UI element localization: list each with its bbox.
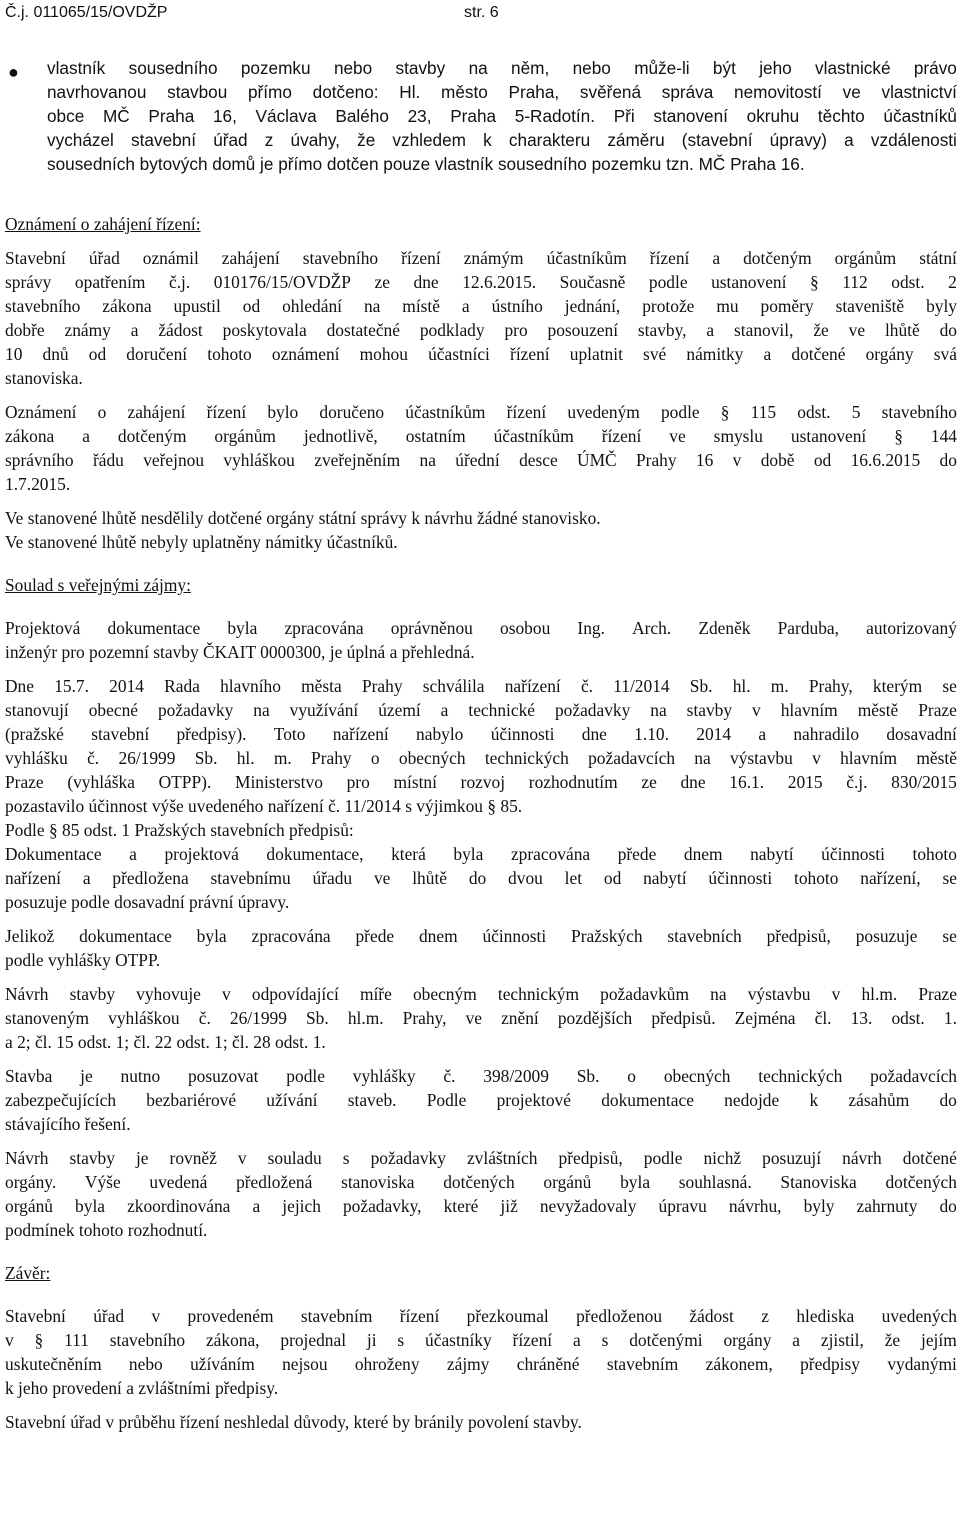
page-number: str. 6 xyxy=(464,4,499,21)
text-line: posuzuje podle dosavadní právní úpravy. xyxy=(5,892,290,912)
document-body xyxy=(5,212,957,1434)
paragraph xyxy=(5,1064,957,1136)
text-line: uskutečněním nebo užíváním nejsou ohroženy zájmy chráněné stavebním zákonem, předpisy vydanými xyxy=(5,1354,957,1374)
text-line: Návrh stavby je rovněž v souladu s požadavky zvláštních předpisů, podle nichž posuzují návrh dotčené xyxy=(5,1148,957,1168)
text-line: stanoviska. xyxy=(5,368,83,388)
paragraph xyxy=(5,674,957,914)
text-line: orgánů byla zkoordinována a jejich požadavky, které již nevyžadovaly úpravu návrhu, byly zahrnuty do xyxy=(5,1196,957,1216)
bullet-icon: ● xyxy=(8,62,19,82)
bullet-item-neighbour-owner xyxy=(5,56,957,176)
paragraph xyxy=(5,982,957,1054)
text-line: Stavba je nutno posuzovat podle vyhlášky č. 398/2009 Sb. o obecných technických požadavcích xyxy=(5,1066,957,1086)
text-line: správního řádu veřejnou vyhláškou zveřejněním na úřední desce ÚMČ Prahy 16 v době od 16.6.2015 do xyxy=(5,450,957,470)
text-line: 1.7.2015. xyxy=(5,474,71,494)
text-line: vlastník sousedního pozemku nebo stavby na něm, nebo může-li být jeho vlastnické právo xyxy=(47,58,957,78)
text-line: Podle § 85 odst. 1 Pražských stavebních předpisů: xyxy=(5,820,354,840)
text-line: stavebního zákona upustil od ohledání na místě a ústního jednání, protože mu poměry staveniště byly xyxy=(5,296,957,316)
text-line: zabezpečujících bezbariérové užívání staveb. Podle projektové dokumentace nedojde k zásahům do xyxy=(5,1090,957,1110)
text-line: Ve stanovené lhůtě nebyly uplatněny námitky účastníků. xyxy=(5,532,398,552)
paragraph xyxy=(5,1410,957,1434)
paragraph xyxy=(5,616,957,664)
section-heading-soulad: Soulad s veřejnými zájmy: xyxy=(5,575,191,595)
text-line: v § 111 stavebního zákona, projednal ji s účastníky řízení a s dotčenými orgány a zjistil, že jejím xyxy=(5,1330,957,1350)
text-line: sousedních bytových domů je přímo dotčen pouze vlastník sousedního pozemku tzn. MČ Praha 16. xyxy=(47,154,805,174)
text-line: správy opatřením č.j. 010176/15/OVDŽP ze dne 12.6.2015. Současně podle ustanovení § 112 odst. 2 xyxy=(5,272,957,292)
text-line: vycházel stavební úřad z úvahy, že vzhledem k charakteru záměru (stavební úpravy) a vzdálenosti xyxy=(47,130,957,150)
section-heading-zaver: Závěr: xyxy=(5,1263,51,1283)
text-line: stávajícího řešení. xyxy=(5,1114,131,1134)
text-line: Praze (vyhláška OTPP). Ministerstvo pro místní rozvoj rozhodnutím ze dne 16.1. 2015 č.j. 830/2015 xyxy=(5,772,957,792)
text-line: Dne 15.7. 2014 Rada hlavního města Prahy schválila nařízení č. 11/2014 Sb. hl. m. Prahy, kterým se xyxy=(5,676,957,696)
text-line: k jeho provedení a zvláštními předpisy. xyxy=(5,1378,279,1398)
text-line: 10 dnů od doručení tohoto oznámení mohou účastníci řízení uplatnit své námitky a dotčené orgány svá xyxy=(5,344,957,364)
paragraph xyxy=(5,924,957,972)
text-line: nařízení a předložena stavebnímu úřadu ve lhůtě do dvou let od nabytí účinnosti tohoto nařízení, se xyxy=(5,868,957,888)
paragraph xyxy=(5,506,957,554)
text-line: a 2; čl. 15 odst. 1; čl. 22 odst. 1; čl. 28 odst. 1. xyxy=(5,1032,326,1052)
text-line: zákona a dotčeným orgánům jednotlivě, ostatním účastníkům řízení ve smyslu ustanovení § 144 xyxy=(5,426,957,446)
paragraph xyxy=(5,1146,957,1242)
text-line: stanoveným vyhláškou č. 26/1999 Sb. hl.m. Prahy, ve znění pozdějších předpisů. Zejména čl. 13. odst. 1. xyxy=(5,1008,957,1028)
text-line: Projektová dokumentace byla zpracována oprávněnou osobou Ing. Arch. Zdeněk Parduba, autorizovaný xyxy=(5,618,957,638)
paragraph xyxy=(5,246,957,390)
text-line: Jelikož dokumentace byla zpracována přede dnem účinnosti Pražských stavebních předpisů, posuzuje se xyxy=(5,926,957,946)
text-line: (pražské stavební předpisy). Toto nařízení nabylo účinnosti dne 1.10. 2014 a nahradilo dosavadní xyxy=(5,724,957,744)
document-reference: Č.j. 011065/15/OVDŽP xyxy=(5,4,168,21)
text-line: podmínek tohoto rozhodnutí. xyxy=(5,1220,208,1240)
text-line: Ve stanovené lhůtě nesdělily dotčené orgány státní správy k návrhu žádné stanovisko. xyxy=(5,508,601,528)
text-line: vyhlášku č. 26/1999 Sb. hl. m. Prahy o obecných technických požadavcích na výstavbu v hlavním městě xyxy=(5,748,957,768)
text-line: inženýr pro pozemní stavby ČKAIT 0000300, je úplná a přehledná. xyxy=(5,642,475,662)
text-line: stanovují obecné požadavky na využívání území a technické požadavky na stavby v hlavním městě Praze xyxy=(5,700,957,720)
text-line: pozastavilo účinnost výše uvedeného nařízení č. 11/2014 s výjimkou § 85. xyxy=(5,796,523,816)
paragraph xyxy=(5,1304,957,1400)
text-line: obce MČ Praha 16, Václava Balého 23, Praha 5-Radotín. Při stanovení okruhu těchto účastníků xyxy=(47,106,957,126)
text-line: dobře známy a žádost poskytovala dostatečné podklady pro posouzení stavby, a stanovil, že ve lhůtě do xyxy=(5,320,957,340)
text-line: Stavební úřad oznámil zahájení stavebního řízení známým účastníkům řízení a dotčeným orgánům státní xyxy=(5,248,957,268)
text-line: navrhovanou stavbou přímo dotčeno: Hl. město Praha, svěřená správa nemovitostí ve vlastnictví xyxy=(47,82,957,102)
text-line: Dokumentace a projektová dokumentace, která byla zpracována přede dnem nabytí účinnosti tohoto xyxy=(5,844,957,864)
text-line: orgány. Výše uvedená předložená stanoviska dotčených orgánů byla souhlasná. Stanoviska dotčených xyxy=(5,1172,957,1192)
text-line: Stavební úřad v provedeném stavebním řízení přezkoumal předloženou žádost z hlediska uvedených xyxy=(5,1306,957,1326)
bullet-text xyxy=(47,56,957,176)
text-line: Stavební úřad v průběhu řízení neshledal důvody, které by bránily povolení stavby. xyxy=(5,1412,582,1432)
text-line: podle vyhlášky OTPP. xyxy=(5,950,161,970)
text-line: Oznámení o zahájení řízení bylo doručeno účastníkům řízení uvedeným podle § 115 odst. 5 stavebního xyxy=(5,402,957,422)
section-heading-oznameni: Oznámení o zahájení řízení: xyxy=(5,214,201,234)
text-line: Návrh stavby vyhovuje v odpovídající míře obecným technickým požadavkům na výstavbu v hl.m. Praze xyxy=(5,984,957,1004)
paragraph xyxy=(5,400,957,496)
